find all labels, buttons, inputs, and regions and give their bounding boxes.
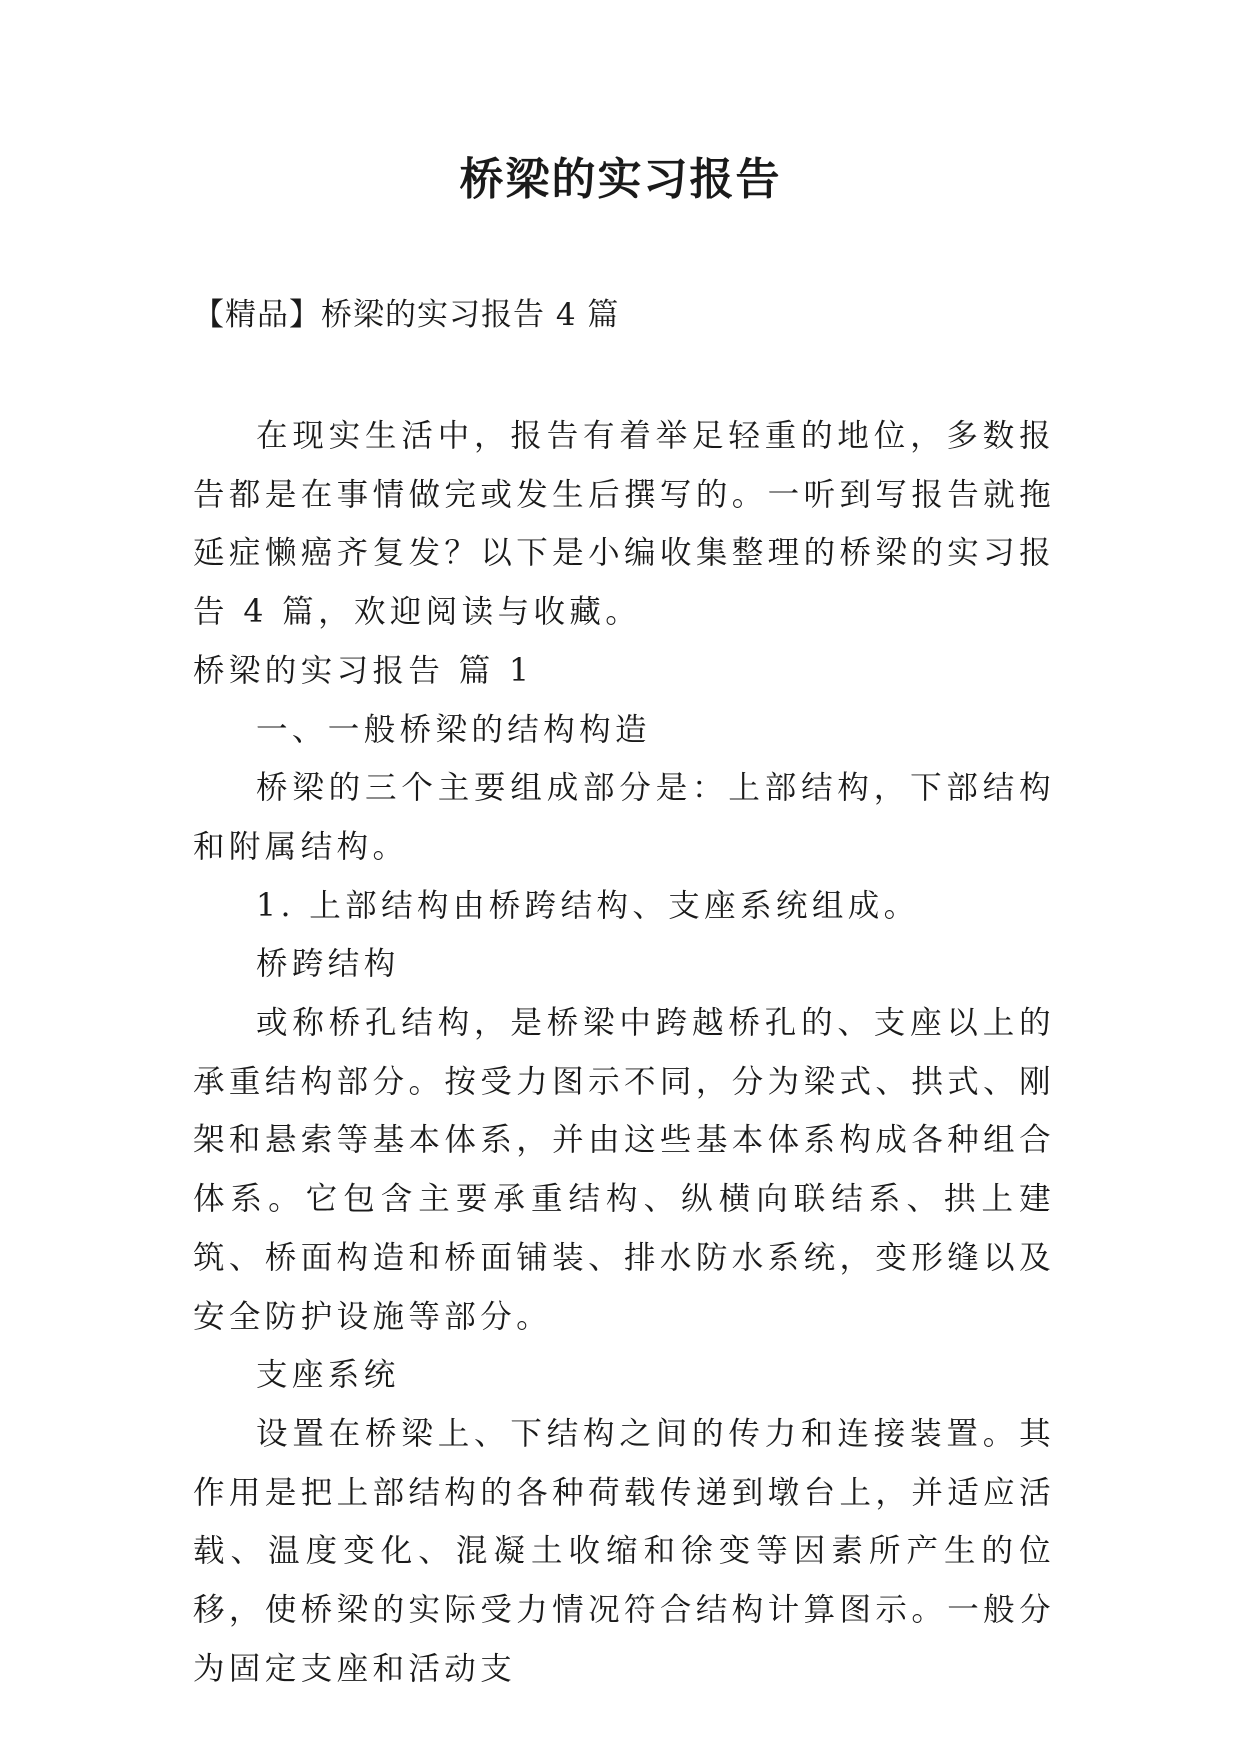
section-heading: 桥梁的实习报告 篇 1 [193, 652, 534, 689]
term-heading: 桥跨结构 [256, 946, 400, 983]
body-paragraph: 或称桥孔结构，是桥梁中跨越桥孔的、支座以上的承重结构部分。按受力图示不同，分为梁式、拱式、刚架和悬索等基本体系，并由这些基本体系构成各种组合体系。它包含主要承重结构、纵横向联结系、拱上建筑、桥面构造和桥面铺装、排水防水系统，变形缝以及安全防护设施等部分。 [193, 1005, 1055, 1335]
subsection-heading: 一、一般桥梁的结构构造 [256, 711, 651, 748]
intro-paragraph: 在现实生活中，报告有着举足轻重的地位，多数报告都是在事情做完或发生后撰写的。一听到写报告就拖延症懒癌齐复发？以下是小编收集整理的桥梁的实习报告 4 篇，欢迎阅读与收藏。 [193, 418, 1055, 631]
body-paragraph: 桥梁的三个主要组成部分是：上部结构，下部结构和附属结构。 [193, 770, 1055, 865]
body-paragraph: 设置在桥梁上、下结构之间的传力和连接装置。其作用是把上部结构的各种荷载传递到墩台上，并适应活载、温度变化、混凝土收缩和徐变等因素所产生的位移，使桥梁的实际受力情况符合结构计算图示。一般分为固定支座和活动支 [193, 1415, 1055, 1687]
term-heading: 支座系统 [256, 1357, 400, 1394]
document-title: 桥梁的实习报告 [459, 154, 782, 205]
document-body [193, 407, 1055, 1698]
list-item: 1. 上部结构由桥跨结构、支座系统组成。 [256, 887, 920, 924]
document-subtitle: 【精品】桥梁的实习报告 4 篇 [193, 297, 620, 333]
